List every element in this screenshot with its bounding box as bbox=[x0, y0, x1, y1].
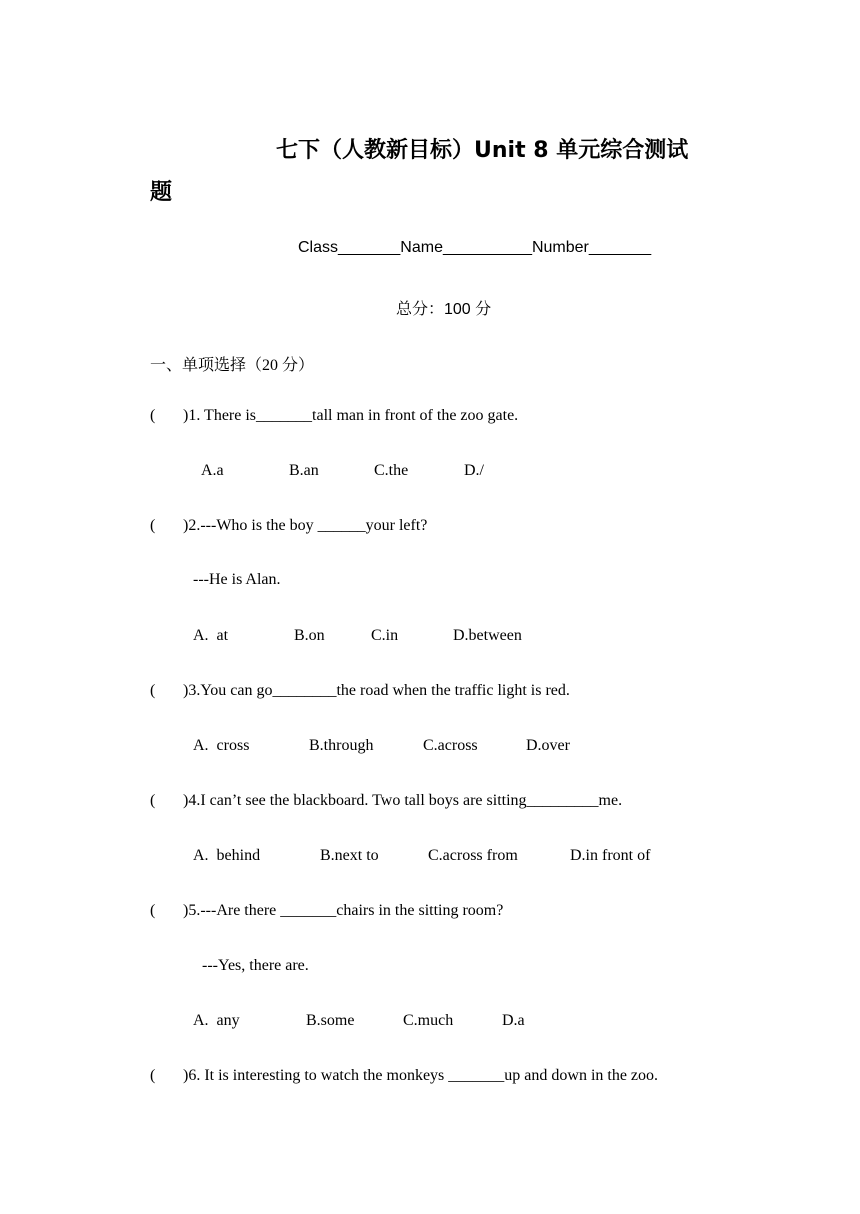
total-score: 总分：100 分 bbox=[396, 301, 492, 318]
question-paren: ( bbox=[150, 517, 156, 534]
option-a: A. at bbox=[193, 627, 229, 644]
option-d: D.over bbox=[526, 737, 570, 754]
question-paren: ( bbox=[150, 902, 156, 919]
page-title-line2: 题 bbox=[150, 180, 173, 205]
option-c: C.across bbox=[423, 737, 478, 754]
option-c: C.across from bbox=[428, 847, 518, 864]
question-stem: )6. It is interesting to watch the monkeys _______up and down in the zoo. bbox=[183, 1067, 659, 1084]
option-a: A. cross bbox=[193, 737, 250, 754]
question-stem: )4.I can’t see the blackboard. Two tall boys are sitting_________me. bbox=[183, 792, 623, 809]
question-paren: ( bbox=[150, 1067, 156, 1084]
option-d: D.a bbox=[502, 1012, 525, 1029]
question-stem: )5.---Are there _______chairs in the sitting room? bbox=[183, 902, 504, 919]
option-b: B.next to bbox=[320, 847, 379, 864]
option-c: C.the bbox=[374, 462, 409, 479]
option-b: B.some bbox=[306, 1012, 355, 1029]
question-paren: ( bbox=[150, 792, 156, 809]
section-heading: 一、单项选择（20 分） bbox=[150, 357, 315, 374]
question-paren: ( bbox=[150, 407, 156, 424]
option-a: A. behind bbox=[193, 847, 261, 864]
option-b: B.through bbox=[309, 737, 374, 754]
student-info-line: Class_______Name__________Number_______ bbox=[298, 239, 652, 256]
page-title-line1: 七下（人教新目标）Unit 8 单元综合测试 bbox=[276, 138, 689, 163]
option-d: D.between bbox=[453, 627, 522, 644]
question-paren: ( bbox=[150, 682, 156, 699]
option-b: B.on bbox=[294, 627, 325, 644]
option-a: A.a bbox=[201, 462, 224, 479]
option-d: D.in front of bbox=[570, 847, 651, 864]
option-d: D./ bbox=[464, 462, 484, 479]
question-stem: )1. There is_______tall man in front of the zoo gate. bbox=[183, 407, 519, 424]
option-c: C.in bbox=[371, 627, 399, 644]
dialogue-answer: ---Yes, there are. bbox=[202, 957, 309, 974]
option-a: A. any bbox=[193, 1012, 240, 1029]
dialogue-answer: ---He is Alan. bbox=[193, 571, 281, 588]
question-stem: )3.You can go________the road when the traffic light is red. bbox=[183, 682, 570, 699]
option-b: B.an bbox=[289, 462, 319, 479]
question-stem: )2.---Who is the boy ______your left? bbox=[183, 517, 428, 534]
option-c: C.much bbox=[403, 1012, 454, 1029]
